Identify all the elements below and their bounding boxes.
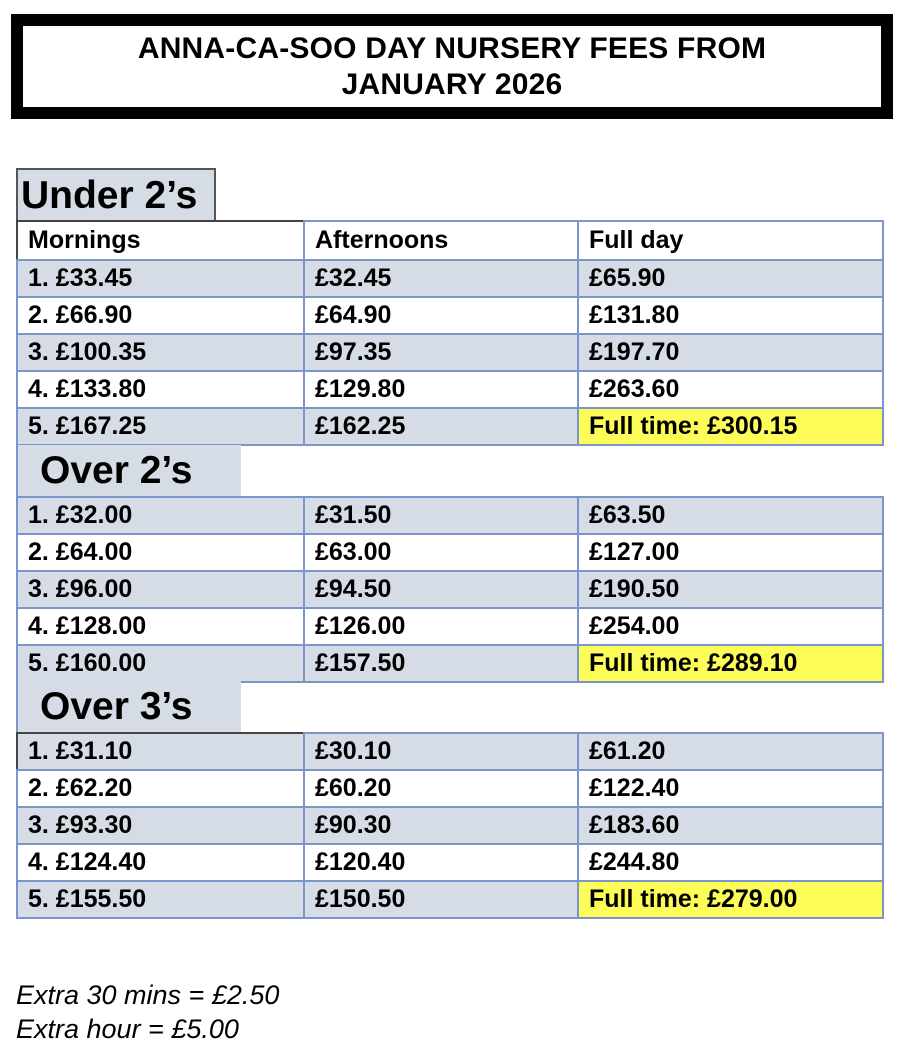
fees-table-over-3 — [16, 732, 884, 919]
cell-full-day: £63.50 — [578, 497, 883, 534]
cell-full-day: £244.80 — [578, 844, 883, 881]
cell-full-day: £183.60 — [578, 807, 883, 844]
cell-afternoons: £97.35 — [304, 334, 578, 371]
table-row — [17, 497, 883, 534]
cell-afternoons: £90.30 — [304, 807, 578, 844]
cell-afternoons: £157.50 — [304, 645, 578, 682]
cell-full-day: £190.50 — [578, 571, 883, 608]
cell-afternoons: £30.10 — [304, 733, 578, 770]
fees-table-under-2 — [16, 220, 884, 446]
cell-full-day: £122.40 — [578, 770, 883, 807]
table-row — [17, 733, 883, 770]
cell-mornings: 5. £167.25 — [17, 408, 304, 445]
cell-full-day: £263.60 — [578, 371, 883, 408]
table-row — [17, 807, 883, 844]
table-row — [17, 571, 883, 608]
cell-afternoons: £129.80 — [304, 371, 578, 408]
note-extra-30-mins: Extra 30 mins = £2.50 — [16, 980, 280, 1010]
note-extra-hour: Extra hour = £5.00 — [16, 1014, 239, 1044]
title-line-1: ANNA-CA-SOO DAY NURSERY FEES FROM — [137, 31, 767, 65]
table-header-row — [17, 221, 883, 260]
cell-full-day: £61.20 — [578, 733, 883, 770]
cell-mornings: 5. £155.50 — [17, 881, 304, 918]
cell-mornings: 1. £31.10 — [17, 733, 304, 770]
cell-mornings: 4. £133.80 — [17, 371, 304, 408]
cell-mornings: 3. £100.35 — [17, 334, 304, 371]
cell-full-day: £127.00 — [578, 534, 883, 571]
page-title — [138, 31, 766, 103]
table-row — [17, 608, 883, 645]
table-row — [17, 408, 883, 445]
cell-afternoons: £120.40 — [304, 844, 578, 881]
cell-mornings: 3. £93.30 — [17, 807, 304, 844]
cell-mornings: 2. £62.20 — [17, 770, 304, 807]
title-box — [11, 14, 893, 119]
cell-afternoons: £63.00 — [304, 534, 578, 571]
extras-notes — [16, 978, 279, 1046]
cell-afternoons: £60.20 — [304, 770, 578, 807]
cell-afternoons: £64.90 — [304, 297, 578, 334]
title-line-2: JANUARY 2026 — [341, 67, 563, 101]
section-label-under-2: Under 2’s — [16, 168, 216, 220]
table-row — [17, 645, 883, 682]
table-row — [17, 297, 883, 334]
cell-full-day: £197.70 — [578, 334, 883, 371]
cell-mornings: 2. £64.00 — [17, 534, 304, 571]
cell-afternoons: £31.50 — [304, 497, 578, 534]
section-label-over-2: Over 2’s — [16, 445, 241, 496]
cell-afternoons: £162.25 — [304, 408, 578, 445]
cell-full-day: £131.80 — [578, 297, 883, 334]
table-row — [17, 371, 883, 408]
table-row — [17, 334, 883, 371]
cell-mornings: 1. £32.00 — [17, 497, 304, 534]
cell-full-time: Full time: £279.00 — [578, 881, 883, 918]
header-afternoons: Afternoons — [304, 221, 578, 260]
cell-afternoons: £32.45 — [304, 260, 578, 297]
cell-full-day: £254.00 — [578, 608, 883, 645]
cell-full-time: Full time: £289.10 — [578, 645, 883, 682]
fees-table-over-2 — [16, 496, 884, 683]
table-row — [17, 534, 883, 571]
cell-afternoons: £150.50 — [304, 881, 578, 918]
cell-mornings: 1. £33.45 — [17, 260, 304, 297]
table-row — [17, 844, 883, 881]
cell-full-day: £65.90 — [578, 260, 883, 297]
table-row — [17, 770, 883, 807]
cell-full-time: Full time: £300.15 — [578, 408, 883, 445]
header-mornings: Mornings — [17, 221, 304, 260]
table-row — [17, 881, 883, 918]
header-full-day: Full day — [578, 221, 883, 260]
cell-mornings: 5. £160.00 — [17, 645, 304, 682]
cell-mornings: 3. £96.00 — [17, 571, 304, 608]
cell-mornings: 2. £66.90 — [17, 297, 304, 334]
table-row — [17, 260, 883, 297]
cell-mornings: 4. £124.40 — [17, 844, 304, 881]
cell-mornings: 4. £128.00 — [17, 608, 304, 645]
cell-afternoons: £126.00 — [304, 608, 578, 645]
section-label-over-3: Over 3’s — [16, 681, 241, 732]
cell-afternoons: £94.50 — [304, 571, 578, 608]
